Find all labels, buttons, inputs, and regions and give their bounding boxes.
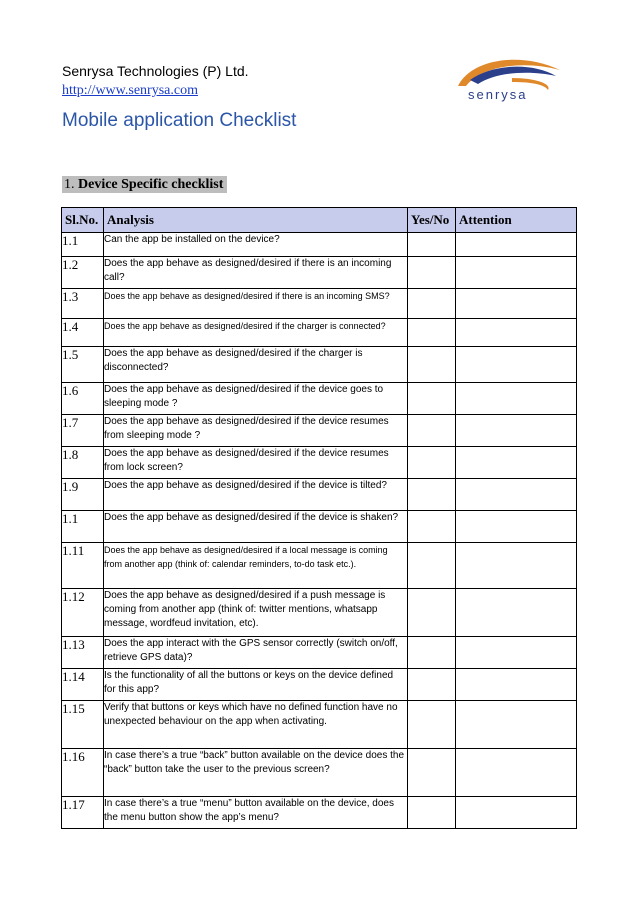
attention-cell[interactable] [456,347,577,383]
table-row [62,589,577,637]
yes-no-cell[interactable] [408,701,456,749]
yes-no-cell[interactable] [408,797,456,829]
attention-cell[interactable] [456,319,577,347]
row-number: 1.12 [62,589,104,637]
row-number: 1.4 [62,319,104,347]
column-header-analysis: Analysis [104,208,408,233]
row-number: 1.7 [62,415,104,447]
row-analysis: Does the app behave as designed/desired if the device goes to sleeping mode ? [104,383,408,415]
attention-cell[interactable] [456,701,577,749]
section-heading [62,176,227,193]
table-row [62,447,577,479]
yes-no-cell[interactable] [408,749,456,797]
company-url-link[interactable]: http://www.senrysa.com [62,83,198,98]
row-number: 1.9 [62,479,104,511]
table-header-row [62,208,577,233]
row-analysis: Does the app behave as designed/desired if there is an incoming call? [104,257,408,289]
yes-no-cell[interactable] [408,319,456,347]
section-title: Device Specific checklist [78,177,224,192]
row-number: 1.11 [62,543,104,589]
yes-no-cell[interactable] [408,447,456,479]
attention-cell[interactable] [456,415,577,447]
row-analysis: In case there’s a true “back” button available on the device does the “back” button take the user to the previous screen? [104,749,408,797]
table-row [62,543,577,589]
table-row [62,319,577,347]
logo-wordmark: senrysa [468,87,528,102]
row-number: 1.17 [62,797,104,829]
section-number: 1. [64,177,75,192]
row-number: 1.13 [62,637,104,669]
table-row [62,797,577,829]
row-number: 1.6 [62,383,104,415]
yes-no-cell[interactable] [408,257,456,289]
yes-no-cell[interactable] [408,511,456,543]
attention-cell[interactable] [456,479,577,511]
row-analysis: In case there’s a true “menu” button available on the device, does the menu button show the app’s menu? [104,797,408,829]
row-number: 1.5 [62,347,104,383]
table-row [62,257,577,289]
attention-cell[interactable] [456,257,577,289]
row-analysis: Does the app behave as designed/desired if the device is tilted? [104,479,408,511]
yes-no-cell[interactable] [408,543,456,589]
row-analysis: Does the app interact with the GPS sensor correctly (switch on/off, retrieve GPS data)? [104,637,408,669]
table-row [62,415,577,447]
table-row [62,701,577,749]
attention-cell[interactable] [456,289,577,319]
row-analysis: Does the app behave as designed/desired if a local message is coming from another app (think of: calendar reminders, to-do task etc.). [104,543,408,589]
attention-cell[interactable] [456,669,577,701]
row-analysis: Does the app behave as designed/desired if the device resumes from sleeping mode ? [104,415,408,447]
attention-cell[interactable] [456,637,577,669]
row-analysis: Verify that buttons or keys which have no defined function have no unexpected behaviour on the app when activating. [104,701,408,749]
row-analysis: Can the app be installed on the device? [104,233,408,257]
row-analysis: Does the app behave as designed/desired if the device resumes from lock screen? [104,447,408,479]
attention-cell[interactable] [456,797,577,829]
table-row [62,511,577,543]
attention-cell[interactable] [456,589,577,637]
yes-no-cell[interactable] [408,289,456,319]
document-title: Mobile application Checklist [62,110,297,131]
table-row [62,383,577,415]
attention-cell[interactable] [456,543,577,589]
table-row [62,233,577,257]
company-name: Senrysa Technologies (P) Ltd. [62,63,249,79]
row-analysis: Is the functionality of all the buttons or keys on the device defined for this app? [104,669,408,701]
yes-no-cell[interactable] [408,479,456,511]
column-header-attention: Attention [456,208,577,233]
row-analysis: Does the app behave as designed/desired if there is an incoming SMS? [104,289,408,319]
yes-no-cell[interactable] [408,233,456,257]
table-row [62,749,577,797]
table-row [62,669,577,701]
attention-cell[interactable] [456,511,577,543]
row-analysis: Does the app behave as designed/desired if the device is shaken? [104,511,408,543]
yes-no-cell[interactable] [408,637,456,669]
attention-cell[interactable] [456,383,577,415]
row-analysis: Does the app behave as designed/desired if a push message is coming from another app (think of: twitter mentions, whatsapp message, wordfeud invitation, etc). [104,589,408,637]
yes-no-cell[interactable] [408,415,456,447]
row-number: 1.8 [62,447,104,479]
attention-cell[interactable] [456,233,577,257]
row-number: 1.15 [62,701,104,749]
table-row [62,479,577,511]
column-header-yes-no: Yes/No [408,208,456,233]
yes-no-cell[interactable] [408,669,456,701]
table-row [62,289,577,319]
attention-cell[interactable] [456,447,577,479]
yes-no-cell[interactable] [408,347,456,383]
row-analysis: Does the app behave as designed/desired if the charger is disconnected? [104,347,408,383]
row-number: 1.3 [62,289,104,319]
row-number: 1.1 [62,233,104,257]
yes-no-cell[interactable] [408,383,456,415]
attention-cell[interactable] [456,749,577,797]
row-number: 1.2 [62,257,104,289]
row-analysis: Does the app behave as designed/desired if the charger is connected? [104,319,408,347]
row-number: 1.14 [62,669,104,701]
table-row [62,347,577,383]
yes-no-cell[interactable] [408,589,456,637]
row-number: 1.1 [62,511,104,543]
column-header-slno: Sl.No. [62,208,104,233]
table-row [62,637,577,669]
row-number: 1.16 [62,749,104,797]
checklist-table [61,207,577,829]
